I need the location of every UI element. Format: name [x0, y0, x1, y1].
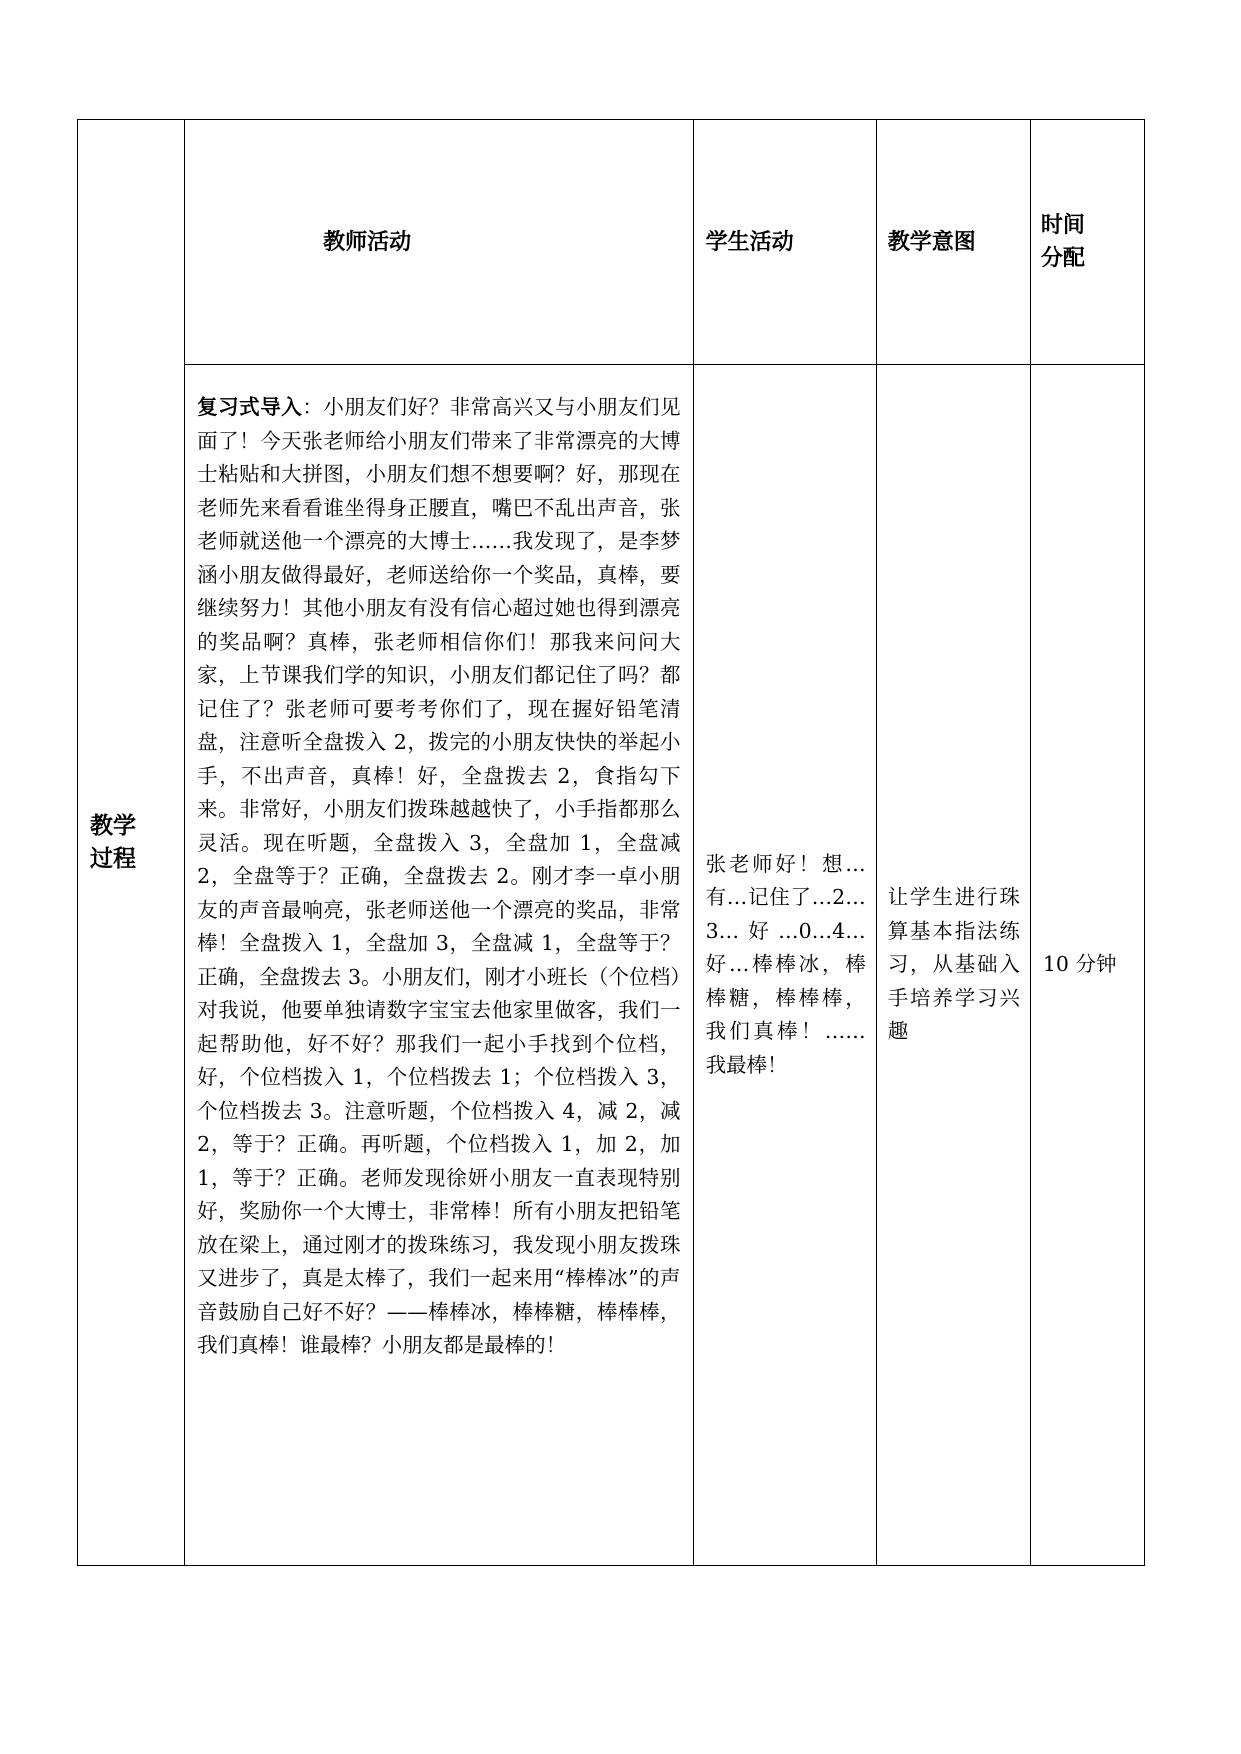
content-row	[78, 365, 1145, 1566]
time-allocation-header: 时间分配	[1040, 213, 1085, 271]
row-label-cell	[78, 120, 185, 1566]
teacher-activity-lead: 复习式导入	[197, 395, 303, 419]
time-allocation-cell	[1030, 365, 1144, 1566]
student-activity-header: 学生活动	[705, 229, 794, 255]
student-activity-cell	[693, 365, 876, 1566]
teacher-activity-body: ：小朋友们好？非常高兴又与小朋友们见面了！今天张老师给小朋友们带来了非常漂亮的大博士粘贴和大拼图，小朋友们想不想要啊？好，那现在老师先来看看谁坐得身正腰直，嘴巴不乱出声音，张老师就送他一个漂亮的大博士……我发现了，是李梦涵小朋友做得最好，老师送给你一个奖品，真棒，要继续努力！其他小朋友有没有信心超过她也得到漂亮的奖品啊？真棒，张老师相信你们！那我来问问大家，上节课我们学的知识，小朋友们都记住了吗？都记住了？张老师可要考考你们了，现在握好铅笔清盘，注意听全盘拨入 2，拨完的小朋友快快的举起小手，不出声音，真棒！好，全盘拨去 2，食指勾下来。非常好，小朋友们拨珠越越快了，小手指都那么灵活。现在听题，全盘拨入 3，全盘加 1，全盘减 2，全盘等于？正确，全盘拨去 2。刚才李一卓小朋友的声音最响亮，张老师送他一个漂亮的奖品，非常棒！全盘拨入 1，全盘加 3，全盘减 1，全盘等于？正确，全盘拨去 3。小朋友们，刚才小班长（个位档）对我说，他要单独请数字宝宝去他家里做客，我们一起帮助他，好不好？那我们一起小手找到个位档，好，个位档拨入 1，个位档拨去 1；个位档拨入 3，个位档拨去 3。注意听题，个位档拨入 4，减 2，减 2，等于？正确。再听题，个位档拨入 1，加 2，加 1，等于？正确。老师发现徐妍小朋友一直表现特别好，奖励你一个大博士，非常棒！所有小朋友把铅笔放在梁上，通过刚才的拨珠练习，我发现小朋友拨珠又进步了，真是太棒了，我们一起来用“棒棒冰”的声音鼓励自己好不好？——棒棒冰，棒棒糖，棒棒棒，我们真棒！谁最棒？小朋友都是最棒的！	[197, 395, 681, 1357]
student-header-cell	[693, 120, 876, 365]
teacher-activity-cell	[185, 365, 693, 1566]
teacher-activity-text	[197, 391, 680, 1363]
row-label: 教学过程	[90, 812, 136, 872]
teaching-intent-header: 教学意图	[887, 229, 976, 255]
lesson-plan-table	[77, 119, 1145, 1566]
teaching-intent-text: 让学生进行珠算基本指法练习，从基础入手培养学习兴趣	[887, 885, 1020, 1044]
time-header-cell	[1030, 120, 1144, 365]
intent-header-cell	[876, 120, 1030, 365]
time-allocation-text: 10 分钟	[1042, 952, 1117, 977]
teacher-header-cell	[185, 120, 693, 365]
teaching-intent-cell	[876, 365, 1030, 1566]
teacher-activity-header: 教师活动	[323, 229, 412, 255]
student-activity-text: 张老师好！想…有…记住了…2…3…好…0…4…好…棒棒冰，棒棒糖，棒棒棒，我们真棒！……我最棒！	[705, 851, 866, 1077]
header-row	[78, 120, 1145, 365]
